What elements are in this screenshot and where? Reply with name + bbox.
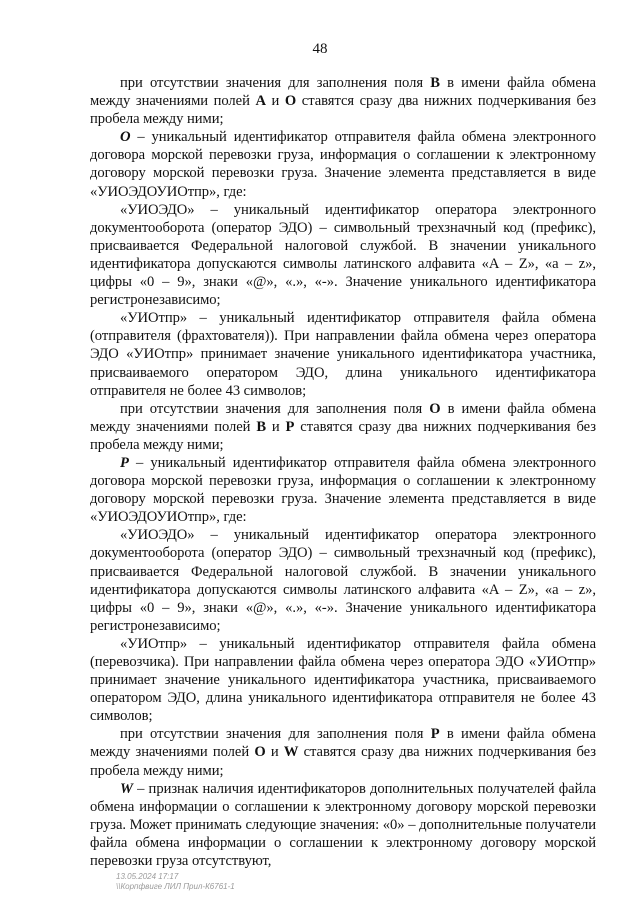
paragraph: [90, 201, 596, 310]
text-run: «УИОтпр» – уникальный идентификатор отправителя файла обмена (перевозчика). При направлении файла обмена через оператора ЭДО «УИОтпр» принимает значение уникального идентификатора участника, присваиваемого оператором ЭДО, длина уникального идентификатора отправителя не более 43 символов;: [90, 635, 596, 725]
text-run: и: [266, 418, 286, 435]
field-name: О: [284, 93, 297, 110]
document-footer: [116, 872, 235, 892]
field-name: W: [283, 744, 299, 761]
text-run: в имени файла обмена между значениями полей: [90, 726, 596, 761]
field-term: W: [120, 780, 133, 797]
text-run: – признак наличия идентификаторов дополнительных получателей файла обмена информации о соглашении к электронному договору морской перевозки груза. Может принимать следующие значения: «0» – дополнительные получатели файла обмена информации о соглашении к электронному договору морской перевозки груза отсутствуют,: [90, 780, 596, 870]
text-run: в имени файла обмена между значениями полей: [90, 400, 596, 435]
text-run: и: [265, 93, 285, 110]
paragraph: [90, 128, 596, 200]
text-run: в имени файла обмена между значениями полей: [90, 75, 596, 110]
field-name: P: [430, 726, 440, 743]
field-name: O: [254, 744, 266, 761]
field-name: B: [430, 75, 440, 91]
paragraph: [90, 309, 596, 399]
field-name: O: [429, 400, 441, 417]
text-run: «УИОЭДО» – уникальный идентификатор оператора электронного документооборота (оператор ЭДО) – символьный трехзначный код (префикс), присваивается Федеральной налоговой службой. В значении уникального идентификатора допускаются символы латинского алфавита «A – Z», «a – z», цифры «0 – 9», знаки «@», «.», «-». Значение уникального идентификатора регистронезависимо;: [90, 201, 596, 309]
text-run: – уникальный идентификатор отправителя файла обмена электронного договора морской перевозки груза, информация о соглашении к электронному договору морской перевозки груза. Значение элемента представляется в виде «УИОЭДОУИОтпр», где:: [90, 454, 596, 526]
paragraph: [90, 454, 596, 526]
text-run: ставятся сразу два нижних подчеркивания без пробела между ними;: [90, 744, 596, 779]
paragraph: [90, 74, 596, 128]
text-run: «УИОЭДО» – уникальный идентификатор оператора электронного документооборота (оператор ЭДО) – символьный трехзначный код (префикс), присваивается Федеральной налоговой службой. В значении уникального идентификатора допускаются символы латинского алфавита «A – Z», «a – z», цифры «0 – 9», знаки «@», «.», «-». Значение уникального идентификатора регистронезависимо;: [90, 527, 596, 634]
text-run: при отсутствии значения для заполнения поля: [120, 400, 430, 417]
field-name: B: [256, 418, 266, 435]
field-term: O: [120, 129, 131, 146]
text-run: ставятся сразу два нижних подчеркивания без пробела между ними;: [90, 418, 596, 453]
text-run: при отсутствии значения для заполнения поля: [120, 726, 431, 743]
footer-file-path: \\Корпфвиге ЛИЛ Прил-К6761-1: [116, 882, 235, 891]
paragraph: [90, 526, 596, 635]
field-name: А: [255, 93, 266, 110]
field-name: P: [285, 418, 295, 435]
text-run: – уникальный идентификатор отправителя файла обмена электронного договора морской перевозки груза, информация о соглашении к электронному договору морской перевозки груза. Значение элемента представляется в виде «УИОЭДОУИОтпр», где:: [90, 129, 596, 200]
paragraph: [90, 400, 596, 454]
field-term: P: [120, 454, 129, 471]
page-number: 48: [312, 41, 328, 57]
text-run: и: [265, 744, 284, 761]
paragraph: [90, 635, 596, 725]
document-body: [90, 74, 596, 870]
text-run: при отсутствии значения для заполнения поля: [120, 75, 431, 91]
footer-timestamp: 13.05.2024 17:17: [116, 872, 179, 881]
text-run: «УИОтпр» – уникальный идентификатор отправителя файла обмена (отправителя (фрахтователя)). При направлении файла обмена через оператора ЭДО «УИОтпр» принимает значение уникального идентификатора участника, присваиваемого оператором ЭДО, длина уникального идентификатора отправителя не более 43 символов;: [90, 310, 596, 399]
paragraph: [90, 725, 596, 779]
text-run: ставятся сразу два нижних подчеркивания без пробела между ними;: [90, 93, 596, 128]
paragraph: [90, 780, 596, 870]
